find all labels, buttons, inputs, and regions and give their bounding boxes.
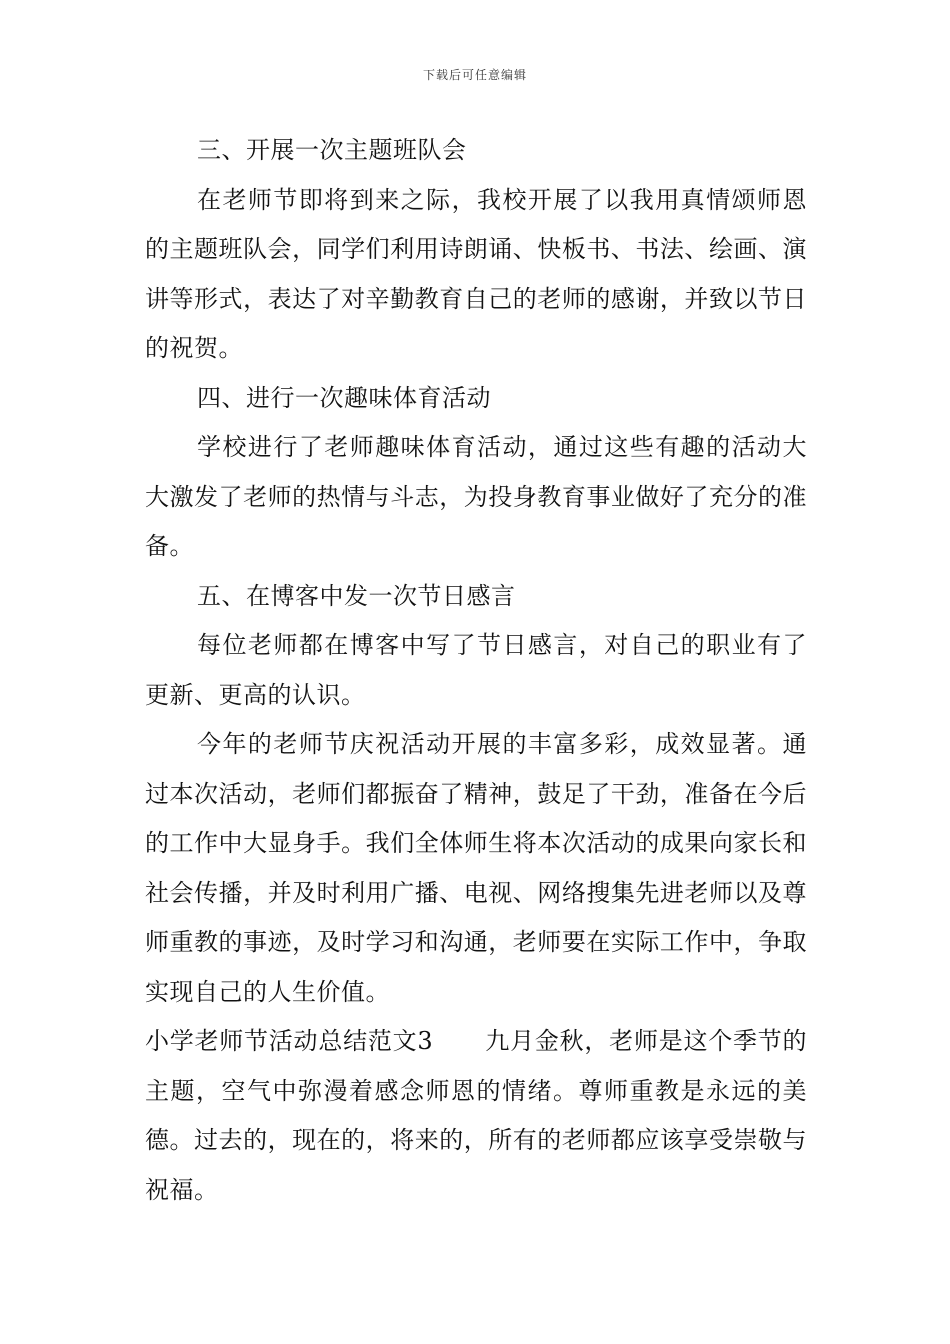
section-heading-5: 五、在博客中发一次节日感言 [197, 581, 516, 610]
summary-paragraph: 今年的老师节庆祝活动开展的丰富多彩，成效显著。通过本次活动，老师们都振奋了精神，鼓足了干劲，准备在今后的工作中大显身手。我们全体师生将本次活动的成果向家长和社会传播，并及时利用广播、电视、网络搜集先进老师以及尊师重教的事迹，及时学习和沟通，老师要在实际工作中，争取实现自己的人生价值。 [145, 730, 807, 1006]
article-3-block [145, 1017, 807, 1215]
section-heading-4: 四、进行一次趣味体育活动 [197, 383, 491, 412]
section-heading-3: 三、开展一次主题班队会 [197, 136, 467, 164]
paragraph-section-4: 学校进行了老师趣味体育活动，通过这些有趣的活动大大激发了老师的热情与斗志，为投身教育事业做好了充分的准备。 [145, 433, 807, 560]
article-3-title: 小学老师节活动总结范文3 [145, 1027, 434, 1055]
document-body [145, 126, 807, 1215]
article-3-paragraph: 九月金秋，老师是这个季节的主题，空气中弥漫着感念师恩的情绪。尊师重教是永远的美德。过去的，现在的，将来的，所有的老师都应该享受崇敬与祝福。 [145, 1027, 807, 1204]
paragraph-section-5: 每位老师都在博客中写了节日感言，对自己的职业有了更新、更高的认识。 [145, 631, 807, 709]
page-header-note: 下载后可任意编辑 [422, 68, 527, 82]
paragraph-section-3: 在老师节即将到来之际，我校开展了以我用真情颂师恩的主题班队会，同学们利用诗朗诵、快板书、书法、绘画、演讲等形式，表达了对辛勤教育自己的老师的感谢，并致以节日的祝贺。 [145, 185, 807, 362]
